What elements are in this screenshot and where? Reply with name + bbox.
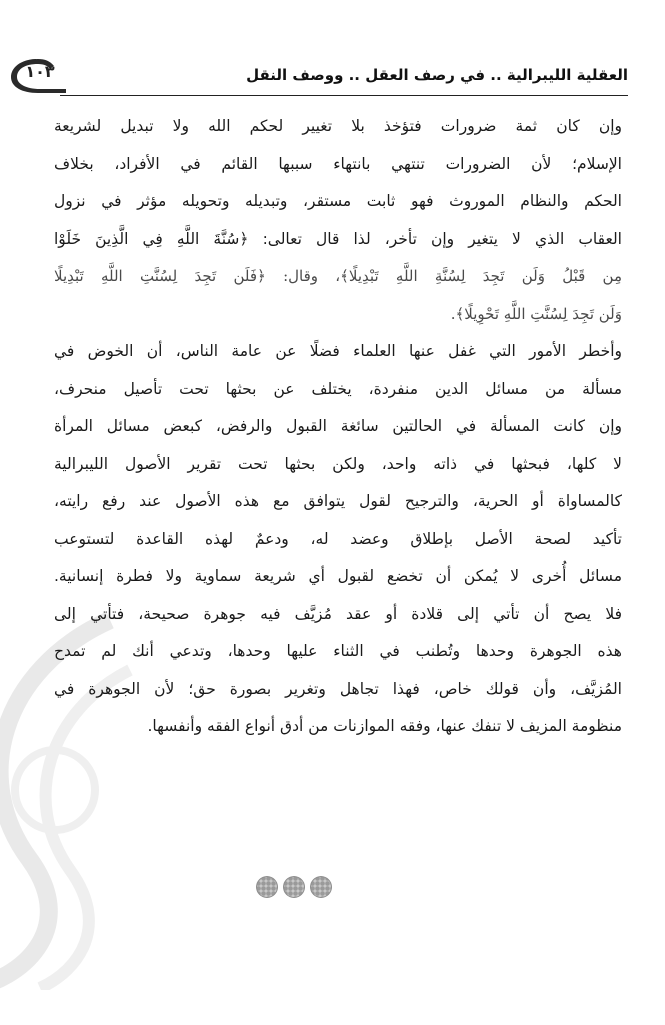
text-line: وأخطر الأمور التي غفل عنها العلماء فضلًا عن عامة الناس، أن الخوض في [54, 342, 622, 360]
text-line: فلا يصح أن تأتي إلى قلادة أو عقد مُزيَّف فيه جوهرة صحيحة، فتأتي إلى [54, 604, 622, 623]
text-line: وإن كانت المسألة في الحالتين سائغة القبول والرفض، كبعض مسائل المرأة [54, 417, 622, 435]
text-line: لا كلها، فبحثها في ذاته واحد، ولكن بحثها تحت تقرير الأصول الليبرالية [54, 454, 622, 473]
text-line: منظومة المزيف لا تنفك عنها، وفقه الموازنات من أدق أنواع الفقه وأنفسها. [147, 717, 622, 735]
header-rule [60, 95, 628, 96]
running-header-title: العقلية الليبرالية .. في رصف العقل .. ووصف النقل [246, 66, 628, 84]
text-line: العقاب الذي لا يتغير وإن تأخر، لذا قال تعالى: ﴿سُنَّةَ اللَّهِ فِي الَّذِينَ خَلَوْا [54, 229, 622, 248]
page-number: ١٠٣ [25, 62, 55, 81]
text-line: كالمساواة أو الحرية، والترجيح لقول يتوافق مع هذه الأصول عند رفع رايته، [54, 492, 622, 510]
section-end-ornament [256, 876, 340, 900]
text-line: وإن كان ثمة ضرورات فتؤخذ بلا تغيير لحكم الله ولا تبديل لشريعة [54, 117, 622, 135]
text-line: المُزيَّف، وأن قولك خاص، فهذا تجاهل وتغرير بصورة حق؛ لأن الجوهرة في [54, 679, 622, 698]
ornament-dot-icon [310, 876, 332, 898]
text-line: الإسلام؛ لأن الضرورات تنتهي بانتهاء سببها القائم في الأفراد، بخلاف [54, 154, 622, 173]
text-line: مسائل أُخرى لا يُمكن أن تخضع لقبول أي شريعة سماوية ولا فطرة إنسانية. [54, 567, 622, 585]
quran-verse-line: مِن قَبْلُ وَلَن تَجِدَ لِسُنَّةِ اللَّهِ تَبْدِيلًا﴾، وقال: ﴿فَلَن تَجِدَ لِسُنَّتِ اللَّهِ تَبْدِيلًا [54, 267, 622, 285]
text-line: الحكم والنظام الموروث فهو ثابت مستقر، وتبديله وتحويله مؤثر في نزول [54, 192, 622, 210]
running-header [8, 56, 628, 100]
text-line: مسألة من مسائل الدين منفردة، يختلف عن بحثها تحت تأصيل منحرف، [54, 379, 622, 398]
quran-verse-line: وَلَن تَجِدَ لِسُنَّتِ اللَّهِ تَحْوِيلًا﴾. [450, 304, 622, 323]
text-line: هذه الجوهرة وحدها وتُطنب في الثناء عليها وحدها، وتدعي أنك لم تمدح [54, 642, 622, 660]
ornament-dot-icon [256, 876, 278, 898]
text-line: تأكيد لصحة الأصل بإطلاق وعضد له، ودعمٌ لهذه القاعدة لتستوعب [54, 529, 622, 548]
ornament-dot-icon [283, 876, 305, 898]
body-text [54, 108, 622, 746]
